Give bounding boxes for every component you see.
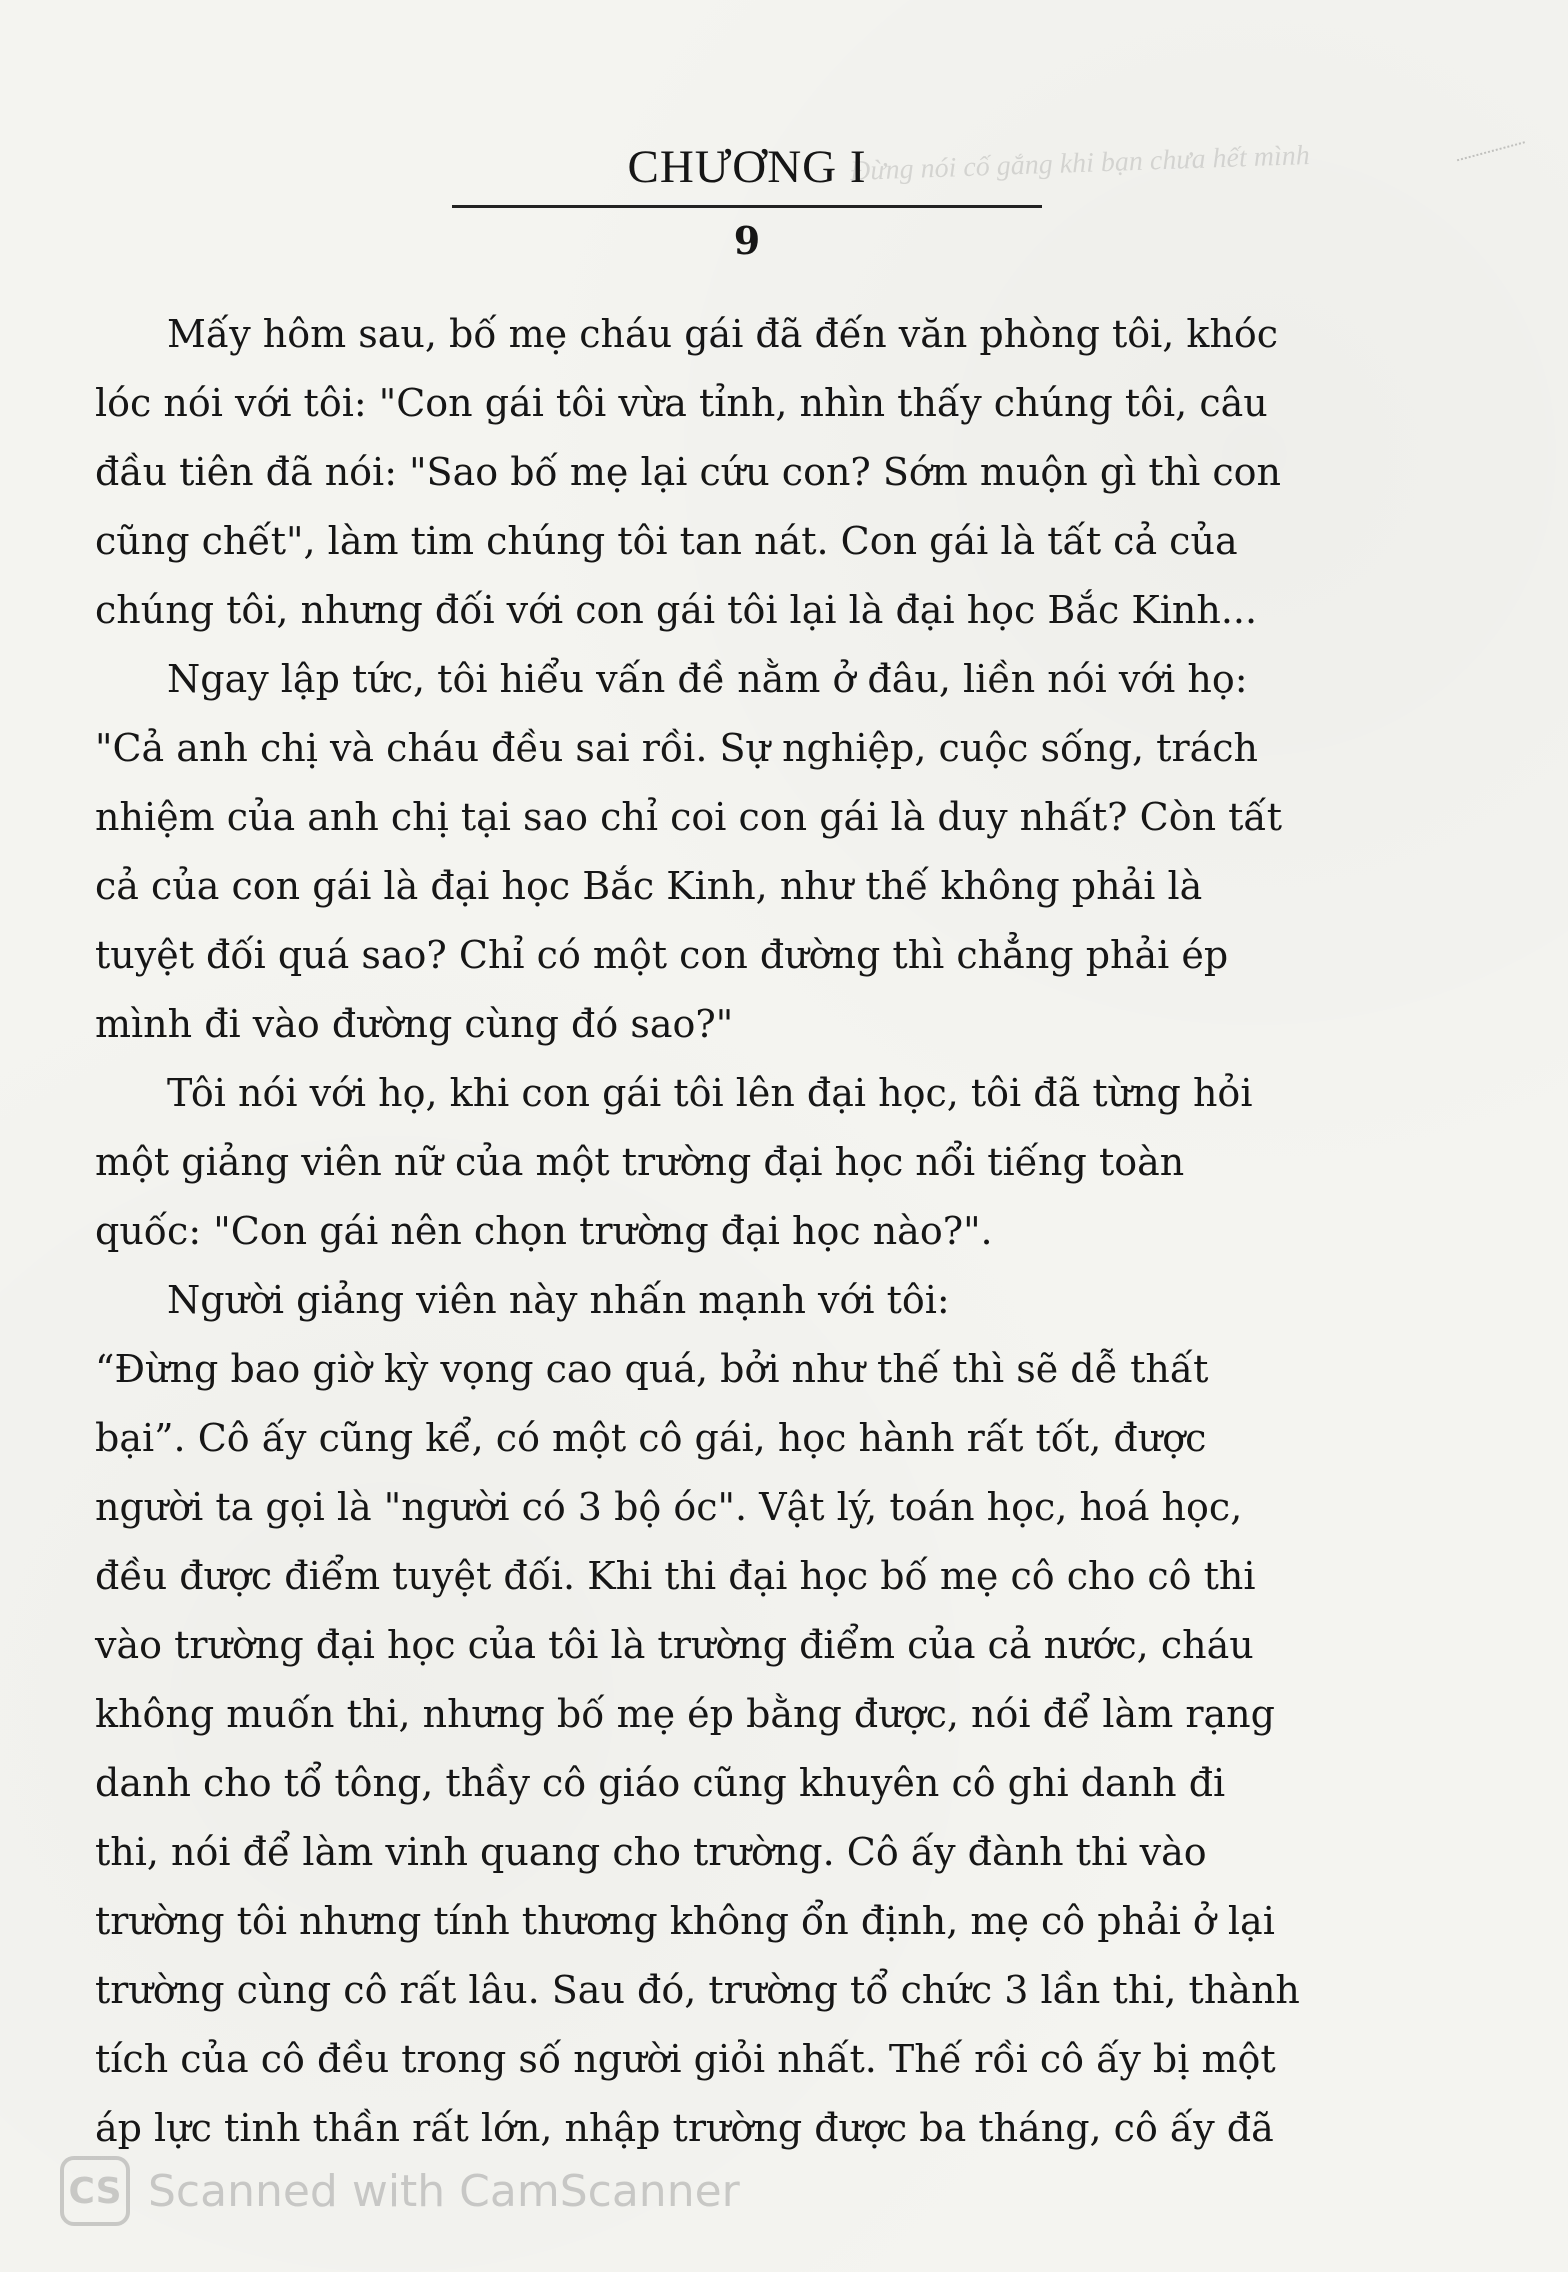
paragraph-1 [95, 300, 1395, 645]
text-line: áp lực tinh thần rất lớn, nhập trường được ba tháng, cô ấy đã [95, 2106, 1274, 2150]
text-line: cũng chết", làm tim chúng tôi tan nát. Con gái là tất cả của [95, 519, 1238, 563]
text-line: người ta gọi là "người có 3 bộ óc". Vật lý, toán học, hoá học, [95, 1485, 1243, 1529]
text-line: bại”. Cô ấy cũng kể, có một cô gái, học hành rất tốt, được [95, 1416, 1207, 1460]
text-line: Người giảng viên này nhấn mạnh với tôi: [167, 1278, 950, 1322]
text-line: Ngay lập tức, tôi hiểu vấn đề nằm ở đâu, liền nói với họ: [167, 657, 1248, 701]
text-line: vào trường đại học của tôi là trường điểm của cả nước, cháu [95, 1623, 1254, 1667]
text-line: đều được điểm tuyệt đối. Khi thi đại học bố mẹ cô cho cô thi [95, 1554, 1256, 1598]
page-body [95, 300, 1395, 2163]
text-line: một giảng viên nữ của một trường đại học nổi tiếng toàn [95, 1140, 1185, 1184]
camscanner-logo-icon: CS [60, 2156, 130, 2226]
text-line: đầu tiên đã nói: "Sao bố mẹ lại cứu con? Sớm muộn gì thì con [95, 450, 1282, 494]
chapter-title: CHƯƠNG I [627, 141, 867, 193]
text-line: cả của con gái là đại học Bắc Kinh, như thế không phải là [95, 864, 1203, 908]
text-line: danh cho tổ tông, thầy cô giáo cũng khuyên cô ghi danh đi [95, 1761, 1226, 1805]
page-number: 9 [733, 218, 761, 263]
text-line: trường tôi nhưng tính thương không ổn định, mẹ cô phải ở lại [95, 1899, 1275, 1943]
paragraph-3 [95, 1059, 1395, 1266]
page-header [452, 141, 1042, 263]
text-line: nhiệm của anh chị tại sao chỉ coi con gái là duy nhất? Còn tất [95, 795, 1282, 839]
text-line: Tôi nói với họ, khi con gái tôi lên đại học, tôi đã từng hỏi [167, 1071, 1253, 1115]
text-line: chúng tôi, nhưng đối với con gái tôi lại là đại học Bắc Kinh... [95, 588, 1258, 632]
paragraph-4 [95, 1266, 1395, 1335]
text-line: trường cùng cô rất lâu. Sau đó, trường tổ chức 3 lần thi, thành [95, 1968, 1300, 2012]
text-line: không muốn thi, nhưng bố mẹ ép bằng được, nói để làm rạng [95, 1692, 1275, 1736]
header-rule [452, 205, 1042, 208]
text-line: “Đừng bao giờ kỳ vọng cao quá, bởi như thế thì sẽ dễ thất [95, 1347, 1209, 1391]
scan-mark [1457, 141, 1529, 177]
paragraph-2 [95, 645, 1395, 1059]
text-line: mình đi vào đường cùng đó sao?" [95, 1002, 734, 1046]
scanner-watermark [60, 2156, 740, 2226]
paragraph-5 [95, 1335, 1395, 2163]
text-line: thi, nói để làm vinh quang cho trường. Cô ấy đành thi vào [95, 1830, 1207, 1874]
text-line: tuyệt đối quá sao? Chỉ có một con đường thì chẳng phải ép [95, 933, 1229, 977]
text-line: quốc: "Con gái nên chọn trường đại học nào?". [95, 1209, 993, 1253]
text-line: tích của cô đều trong số người giỏi nhất. Thế rồi cô ấy bị một [95, 2037, 1276, 2081]
text-line: "Cả anh chị và cháu đều sai rồi. Sự nghiệp, cuộc sống, trách [95, 726, 1259, 770]
bleedthrough-text: Đừng nói cố gắng khi bạn chưa hết mình [849, 139, 1311, 188]
text-line: Mấy hôm sau, bố mẹ cháu gái đã đến văn phòng tôi, khóc [167, 312, 1279, 356]
watermark-text: Scanned with CamScanner [148, 2165, 740, 2217]
text-line: lóc nói với tôi: "Con gái tôi vừa tỉnh, nhìn thấy chúng tôi, câu [95, 381, 1268, 425]
